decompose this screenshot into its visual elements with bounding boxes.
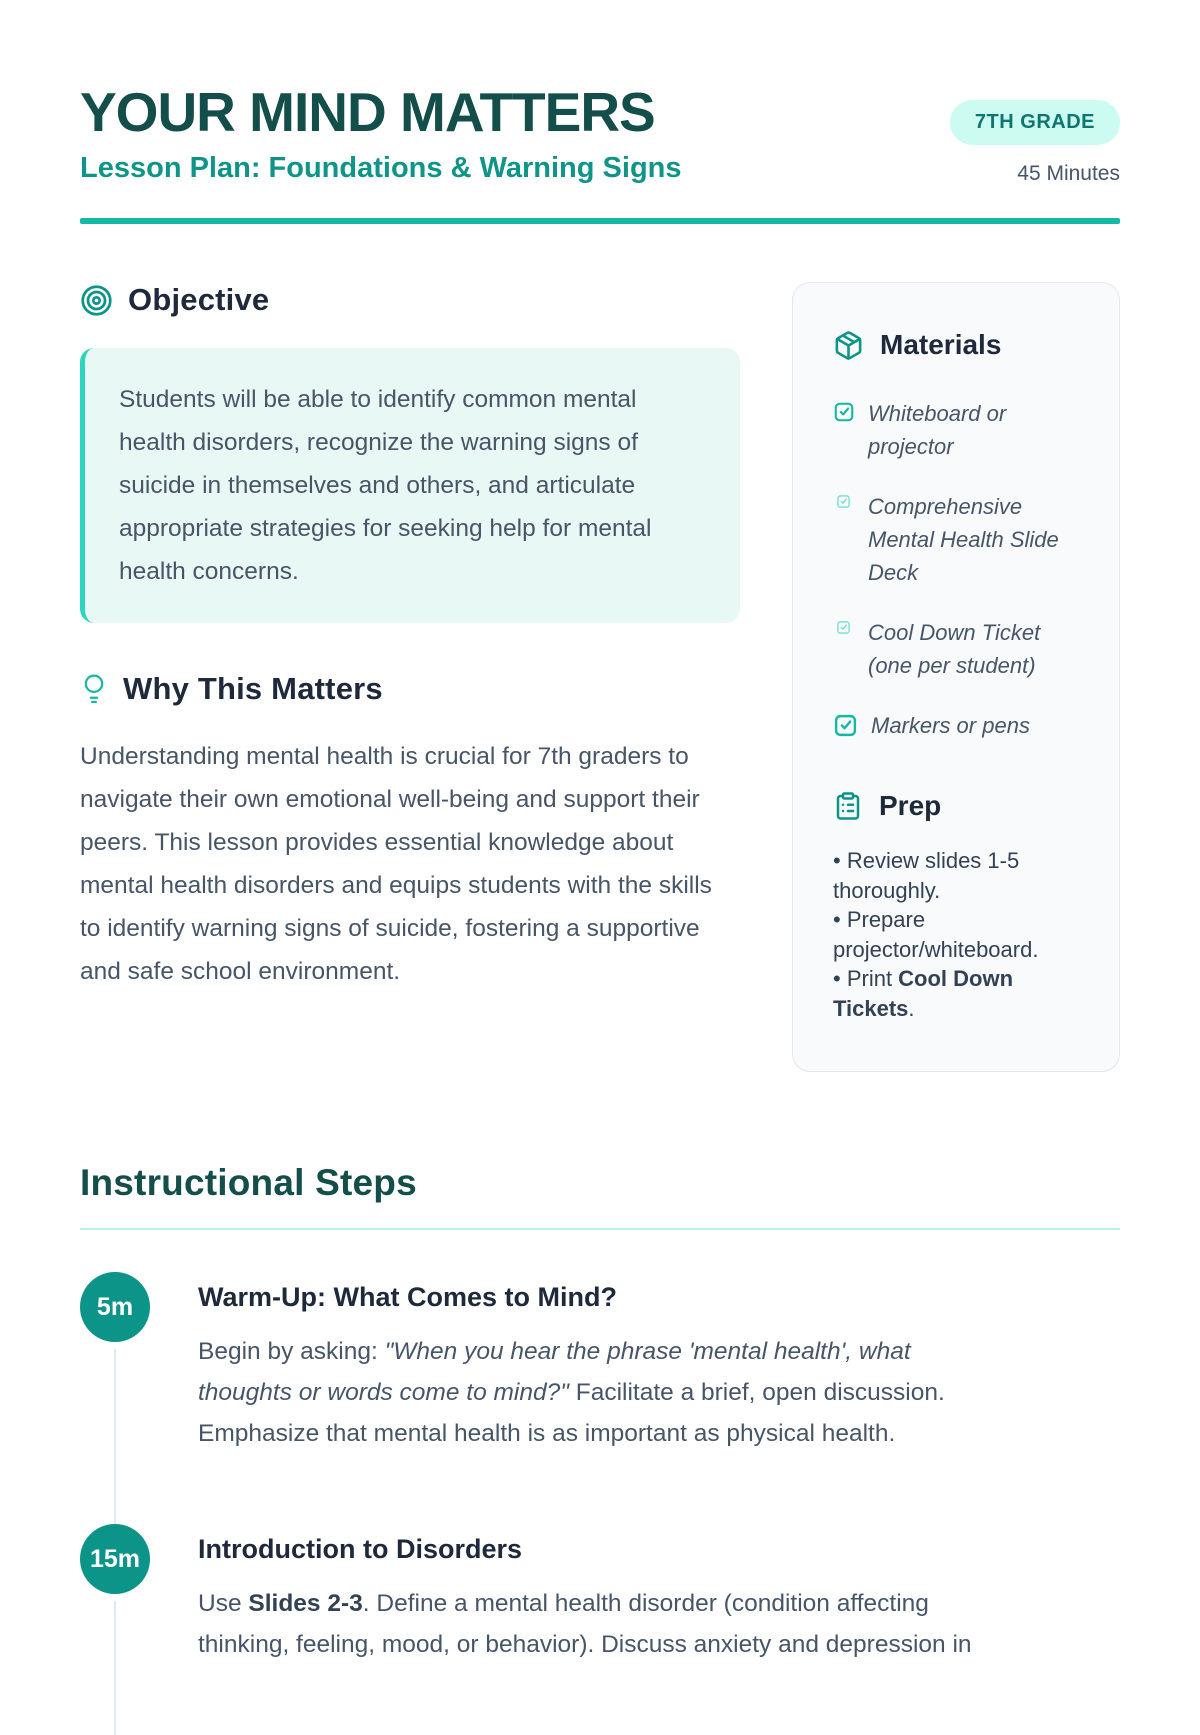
objective-callout: Students will be able to identify common mental health disorders, recognize the warning signs of suicide in themselves and others, and articulate appropriate strategies for seeking help for mental health concerns. xyxy=(80,348,740,623)
package-icon xyxy=(833,330,864,361)
why-heading: Why This Matters xyxy=(123,671,383,706)
prep-list xyxy=(833,846,1081,1023)
header xyxy=(80,81,1120,186)
right-column xyxy=(792,282,1120,1072)
objective-heading: Objective xyxy=(128,282,270,317)
materials-list xyxy=(833,397,1081,742)
materials-item-label: Whiteboard or projector xyxy=(868,401,1007,459)
step-item xyxy=(80,1524,1120,1735)
why-paragraph: Understanding mental health is crucial for 7th graders to navigate their own emotional well-being and support their peers. This lesson provides essential knowledge about mental health disorders and equips students with the skills to identify warning signs of suicide, fostering a supportive and safe school environment. xyxy=(80,743,712,985)
materials-heading: Materials xyxy=(880,329,1002,360)
instructional-steps-section xyxy=(80,1162,1120,1735)
materials-item-label: Comprehensive Mental Health Slide Deck xyxy=(868,494,1059,585)
prep-bullet: • Prepare projector/whiteboard. xyxy=(833,907,1039,962)
lightbulb-icon xyxy=(80,672,108,706)
materials-item xyxy=(833,397,1081,463)
target-icon xyxy=(80,284,113,317)
duration-label: 45 Minutes xyxy=(1017,162,1120,185)
step-content xyxy=(198,1272,1120,1524)
checkbox-check-icon xyxy=(836,620,851,682)
materials-header xyxy=(833,329,1081,361)
grade-badge: 7TH GRADE xyxy=(950,100,1120,145)
checkbox-check-icon xyxy=(833,401,855,463)
prep-section xyxy=(833,790,1081,1023)
prep-header xyxy=(833,790,1081,822)
materials-item-label: Markers or pens xyxy=(871,713,1030,738)
checkbox-check-icon xyxy=(833,713,858,742)
checkbox-check-icon xyxy=(836,494,851,589)
step-title: Warm-Up: What Comes to Mind? xyxy=(198,1282,617,1312)
page-subtitle: Lesson Plan: Foundations & Warning Signs xyxy=(80,152,682,185)
timeline-connector xyxy=(114,1601,116,1735)
materials-prep-card xyxy=(792,282,1120,1072)
timeline-connector xyxy=(114,1349,116,1524)
page-title: YOUR MIND MATTERS xyxy=(80,81,655,143)
step-rail xyxy=(80,1272,150,1524)
header-divider xyxy=(80,218,1120,224)
step-item xyxy=(80,1272,1120,1524)
step-duration-badge: 15m xyxy=(80,1524,150,1594)
prep-bullet: • Review slides 1-5 thoroughly. xyxy=(833,848,1020,903)
steps-timeline xyxy=(80,1272,1120,1735)
step-duration-badge: 5m xyxy=(80,1272,150,1342)
materials-item xyxy=(833,709,1081,742)
instructional-steps-heading: Instructional Steps xyxy=(80,1162,417,1203)
materials-item xyxy=(833,616,1081,682)
step-content xyxy=(198,1524,1120,1735)
clipboard-list-icon xyxy=(833,791,863,821)
materials-item xyxy=(833,490,1081,589)
step-body: Begin by asking: "When you hear the phrase 'mental health', what thoughts or words come to mind?" Facilitate a brief, open discussion. Emphasize that mental health is as important as physical health. xyxy=(198,1338,945,1447)
steps-divider xyxy=(80,1228,1120,1230)
prep-heading: Prep xyxy=(879,790,942,821)
header-meta xyxy=(950,84,1120,186)
left-column xyxy=(80,282,740,1072)
prep-bullet: • Print Cool Down Tickets. xyxy=(833,966,1014,1021)
objective-section-header xyxy=(80,282,740,318)
why-section xyxy=(80,671,740,993)
main-content xyxy=(80,282,1120,1072)
why-section-header xyxy=(80,671,740,707)
header-titles xyxy=(80,81,682,185)
step-title: Introduction to Disorders xyxy=(198,1534,522,1564)
step-body: Use Slides 2-3. Define a mental health disorder (condition affecting thinking, feeling, mood, or behavior). Discuss anxiety and depression in xyxy=(198,1590,972,1658)
step-rail xyxy=(80,1524,150,1735)
materials-item-label: Cool Down Ticket (one per student) xyxy=(868,620,1041,678)
